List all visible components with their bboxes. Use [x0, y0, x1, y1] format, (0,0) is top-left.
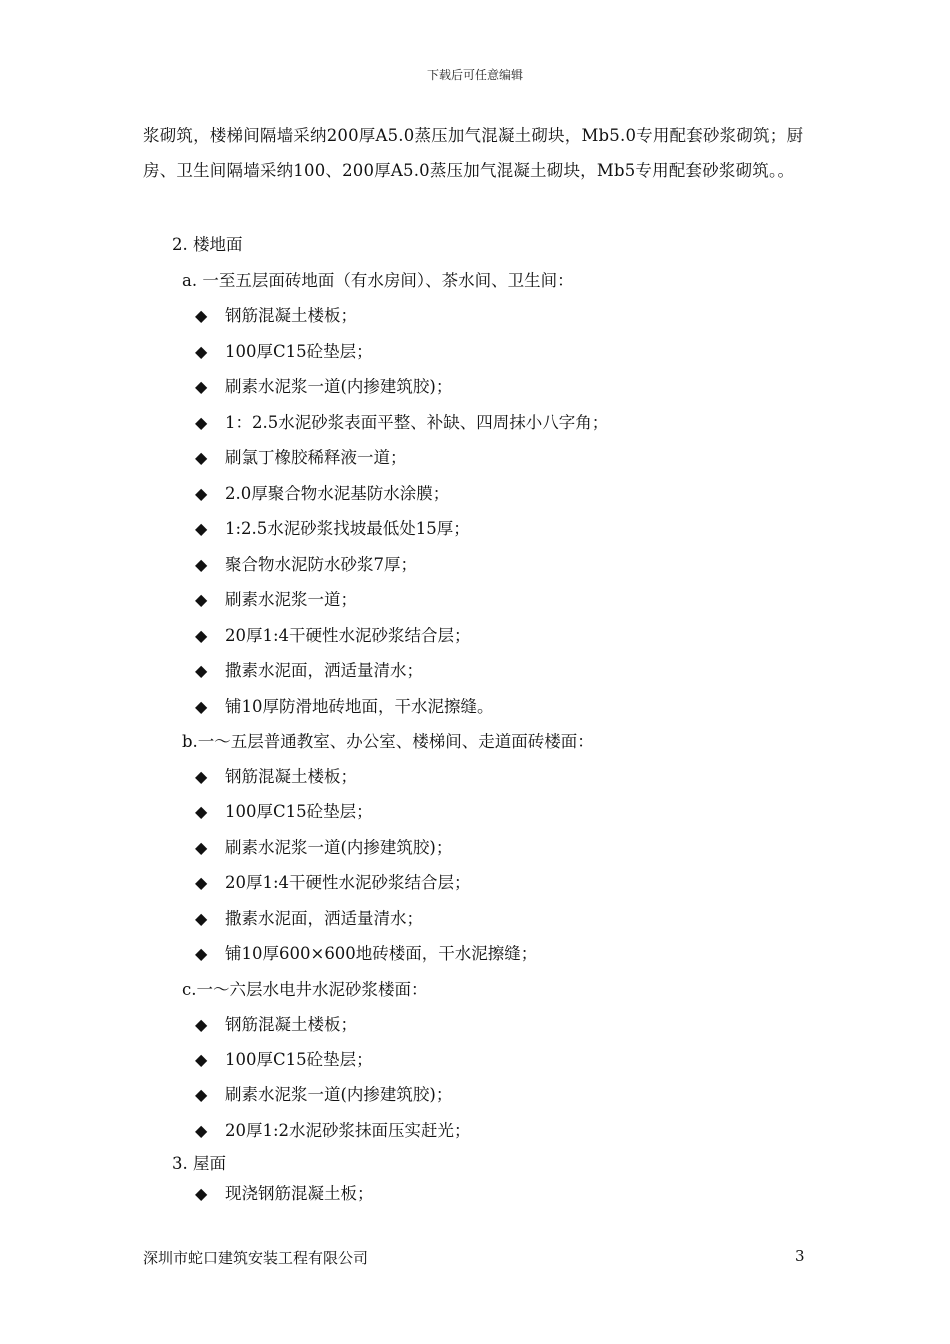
diamond-bullet-icon: ◆: [195, 590, 208, 609]
list-item: ◆ 刷素水泥浆一道；: [195, 590, 357, 609]
list-item: ◆ 铺10厚600×600地砖楼面，干水泥擦缝；: [195, 944, 538, 963]
diamond-bullet-icon: ◆: [195, 802, 208, 821]
diamond-bullet-icon: ◆: [195, 555, 208, 574]
diamond-bullet-icon: ◆: [195, 1050, 208, 1069]
list-item: ◆ 刷素水泥浆一道(内掺建筑胶)；: [195, 377, 453, 396]
list-item: ◆ 钢筋混凝土楼板；: [195, 1015, 357, 1034]
list-item: ◆ 撒素水泥面，洒适量清水；: [195, 909, 423, 928]
diamond-bullet-icon: ◆: [195, 519, 208, 538]
section-2-title: 2. 楼地面: [172, 235, 243, 254]
subsection-c-title: c.一～六层水电井水泥砂浆楼面：: [182, 980, 428, 999]
list-item: ◆ 刷氯丁橡胶稀释液一道；: [195, 448, 407, 467]
diamond-bullet-icon: ◆: [195, 697, 208, 716]
list-item: ◆ 现浇钢筋混凝土板；: [195, 1184, 374, 1203]
list-item: ◆ 撒素水泥面，洒适量清水；: [195, 661, 423, 680]
header-note: 下载后可任意编辑: [426, 68, 523, 82]
list-item: ◆ 20厚1:4干硬性水泥砂浆结合层；: [195, 626, 471, 645]
list-item: ◆ 聚合物水泥防水砂浆7厚；: [195, 555, 417, 574]
diamond-bullet-icon: ◆: [195, 944, 208, 963]
diamond-bullet-icon: ◆: [195, 377, 208, 396]
list-item: ◆ 铺10厚防滑地砖地面，干水泥擦缝。: [195, 697, 494, 716]
list-item: ◆ 100厚C15砼垫层；: [195, 802, 373, 821]
list-item: ◆ 1：2.5水泥砂浆表面平整、补缺、四周抹小八字角；: [195, 413, 609, 432]
diamond-bullet-icon: ◆: [195, 838, 208, 857]
diamond-bullet-icon: ◆: [195, 1015, 208, 1034]
list-item: ◆ 1:2.5水泥砂浆找坡最低处15厚；: [195, 519, 470, 538]
diamond-bullet-icon: ◆: [195, 626, 208, 645]
section-3-title: 3. 屋面: [172, 1154, 226, 1173]
list-item: ◆ 20厚1:2水泥砂浆抹面压实赶光；: [195, 1121, 471, 1140]
list-item: ◆ 100厚C15砼垫层；: [195, 1050, 373, 1069]
diamond-bullet-icon: ◆: [195, 306, 208, 325]
diamond-bullet-icon: ◆: [195, 1184, 208, 1203]
page-number: 3: [795, 1247, 805, 1265]
diamond-bullet-icon: ◆: [195, 873, 208, 892]
diamond-bullet-icon: ◆: [195, 1085, 208, 1104]
diamond-bullet-icon: ◆: [195, 484, 208, 503]
list-item: ◆ 100厚C15砼垫层；: [195, 342, 373, 361]
diamond-bullet-icon: ◆: [195, 1121, 208, 1140]
subsection-a-title: a. 一至五层面砖地面（有水房间）、茶水间、卫生间：: [182, 271, 574, 290]
list-item: ◆ 刷素水泥浆一道(内掺建筑胶)；: [195, 838, 453, 857]
intro-paragraph: 浆砌筑，楼梯间隔墙采纳200厚A5.0蒸压加气混凝土砌块，Mb5.0专用配套砂浆砌筑；厨房、卫生间隔墙采纳100、200厚A5.0蒸压加气混凝土砌块，Mb5专用配套砂浆砌筑。。: [143, 126, 804, 180]
diamond-bullet-icon: ◆: [195, 661, 208, 680]
diamond-bullet-icon: ◆: [195, 413, 208, 432]
diamond-bullet-icon: ◆: [195, 448, 208, 467]
list-item: ◆ 钢筋混凝土楼板；: [195, 306, 357, 325]
diamond-bullet-icon: ◆: [195, 342, 208, 361]
list-item: ◆ 刷素水泥浆一道(内掺建筑胶)；: [195, 1085, 453, 1104]
footer-company: 深圳市蛇口建筑安装工程有限公司: [143, 1249, 369, 1267]
subsection-b-title: b.一～五层普通教室、办公室、楼梯间、走道面砖楼面：: [182, 732, 594, 751]
diamond-bullet-icon: ◆: [195, 767, 208, 786]
diamond-bullet-icon: ◆: [195, 909, 208, 928]
list-item: ◆ 20厚1:4干硬性水泥砂浆结合层；: [195, 873, 471, 892]
list-item: ◆ 钢筋混凝土楼板；: [195, 767, 357, 786]
list-item: ◆ 2.0厚聚合物水泥基防水涂膜；: [195, 484, 450, 503]
